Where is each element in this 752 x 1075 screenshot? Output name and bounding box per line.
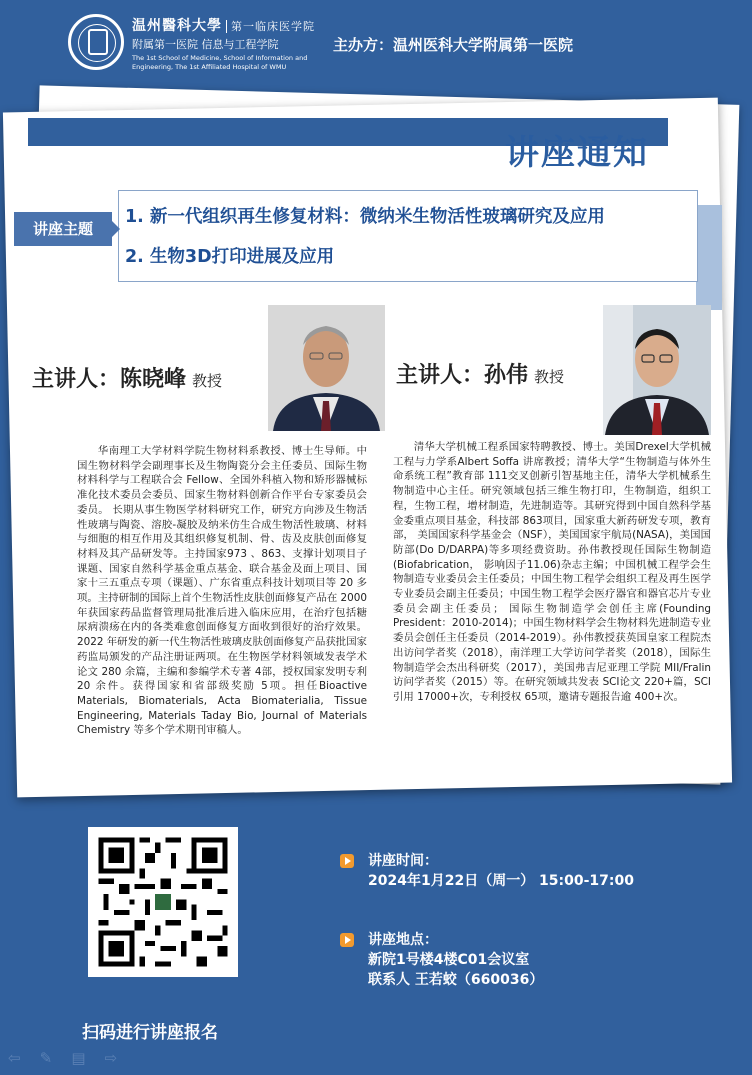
org-name-main: 温州醫科大學 第一临床医学院 <box>132 18 315 34</box>
speaker-label-chen: 主讲人：陈晓峰 教授 <box>32 367 223 392</box>
theme-tag: 讲座主题 <box>14 212 112 246</box>
place-label: 讲座地点： <box>368 932 438 948</box>
topic-1: 1. 新一代组织再生修复材料：微纳米生物活性玻璃研究及应用 <box>125 207 605 227</box>
lecture-place <box>368 930 543 990</box>
topic-box <box>118 190 698 282</box>
play-bullet-icon <box>340 854 354 868</box>
lecture-time <box>368 851 634 891</box>
decorative-strip <box>696 205 722 310</box>
screen-icon[interactable]: ▤ <box>71 1049 86 1067</box>
speaker-photo-sun <box>603 305 711 435</box>
logo-emblem <box>88 29 108 55</box>
speaker-label-sun: 主讲人：孙伟 教授 <box>396 363 565 388</box>
time-label: 讲座时间： <box>368 853 438 869</box>
org-name-english: The 1st School of Medicine, School of Information and Engineering, The 1st Affiliated Hospital of WMU <box>132 54 308 71</box>
place-value: 新院1号楼4楼C01会议室 <box>368 952 530 968</box>
org-name-line2: 附属第一医院 信息与工程学院 <box>132 38 279 51</box>
registration-qr-code[interactable] <box>88 827 238 977</box>
speaker-bio-chen: 华南理工大学材料学院生物材料系教授、博士生导师。中国生物材料学会副理事长及生物陶瓷分会主任委员、国际生物材料科学与工程联合会 Fellow、全国外科植入物和矫形器械标准化技术委员会委员、国家生物材料创新合作平台专家委员会委员。 长期从事生物医学材料研究工作，研究方向涉及生物活性玻璃与陶瓷、溶胶-凝胶及纳米仿生合成生物活性玻璃、材料与细胞的相互作用及其组织修复机制、骨、齿及皮肤创面修复材料及其产品研发等。主持国家973 、863、支撑计划项目子课题、国家自然科学基金重点基金、联合基金及面上项目、国家十三五重点专项（课题）、广东省重点科技计划项目等 20 多项。主持研制的国际上首个生物活性皮肤创面修复产品在 2000 年获国家药品监督管理局批准后进入临床应用，在治疗包括糖尿病溃疡在内的各类难愈创面修复方面收到很好的治疗效果。 2022 年研发的新一代生物活性玻璃皮肤创面修复产品获批国家药监局颁发的产品注册证两项。在生物医学材料领域发表学术论文 280 余篇，主编和参编学术专著 4部，授权国家发明专利 20 余件。获得国家和省部级奖励 5项。担任Bioactive Materials, Biomaterials, Acta Biomaterialia, Tissue Engineering, Materials Taday Bio, Journal of Materials Chemistry 等多个学术期刊审稿人。 <box>77 445 367 737</box>
org-name-sub: 第一临床医学院 <box>226 20 315 33</box>
topic-2: 2. 生物3D打印进展及应用 <box>125 247 335 267</box>
arrow-right-icon[interactable]: ⇨ <box>104 1049 118 1067</box>
arrow-left-icon[interactable]: ⇦ <box>8 1049 21 1067</box>
sponsor-text: 主办方：温州医科大学附属第一医院 <box>333 36 574 54</box>
speaker-bio-sun: 清华大学机械工程系国家特聘教授、博士。美国Drexel大学机械工程与力学系Albert Soffa 讲席教授；清华大学“生物制造与体外生命系统工程”教育部 111交叉创新引智基地主任，清华大学机械系生物制造中心主任。研究领域包括三维生物打印，生物制造，组织工程，生物工程，增材制造，先进制造等。其研究得到中国自然科学基金委重点项目基金，科技部 863项目，国家重大新药研发专项，教育部， 美国国家科学基金会（NSF），美国国家宇航局(NASA)，美国国防部(Do D/DARPA)等多项经费资助。孙伟教授现任国际生物制造(Biofabrication， 影响因子11.06)杂志主编；中国机械工程学会生物制造专业委员会主任委员；中国生物工程学会组织工程及再生医学专业委员会副主任委员；中国生物工程学会医疗器官和器官芯片专业委员会副主任委员； 国际生物制造学会创任主席(Founding President：2010-2014)；中国生物材料学会生物材料先进制造专业委员会创任主任委员（2014-2019）。孙伟教授获英国皇家工程院杰出访问学者奖（2018），南洋理工大学访问学者奖（2018），国际生物制造学会杰出科研奖（2017），美国弗吉尼亚理工学院 MII/Fralin 访问学者奖（2015）等。在研究领域共发表 SCI论文 220+篇，SCI 引用 17000+次，专利授权 65项，邀请专题报告逾 400+次。 <box>393 441 711 703</box>
time-value: 2024年1月22日（周一） 15:00-17:00 <box>368 873 634 889</box>
contact-value: 联系人 王若蛟（660036） <box>368 972 544 988</box>
page-title: 讲座通知 <box>505 133 649 173</box>
header <box>0 0 752 82</box>
university-logo <box>68 14 124 70</box>
speaker-role-sun: 教授 <box>534 368 565 386</box>
speaker-role-chen: 教授 <box>192 372 223 390</box>
slide-nav-bar <box>8 1048 131 1068</box>
play-bullet-icon <box>340 933 354 947</box>
qr-caption: 扫码进行讲座报名 <box>82 1023 218 1043</box>
pen-icon[interactable]: ✎ <box>39 1049 53 1067</box>
org-block <box>132 15 322 72</box>
speaker-photo-chen <box>268 305 385 431</box>
